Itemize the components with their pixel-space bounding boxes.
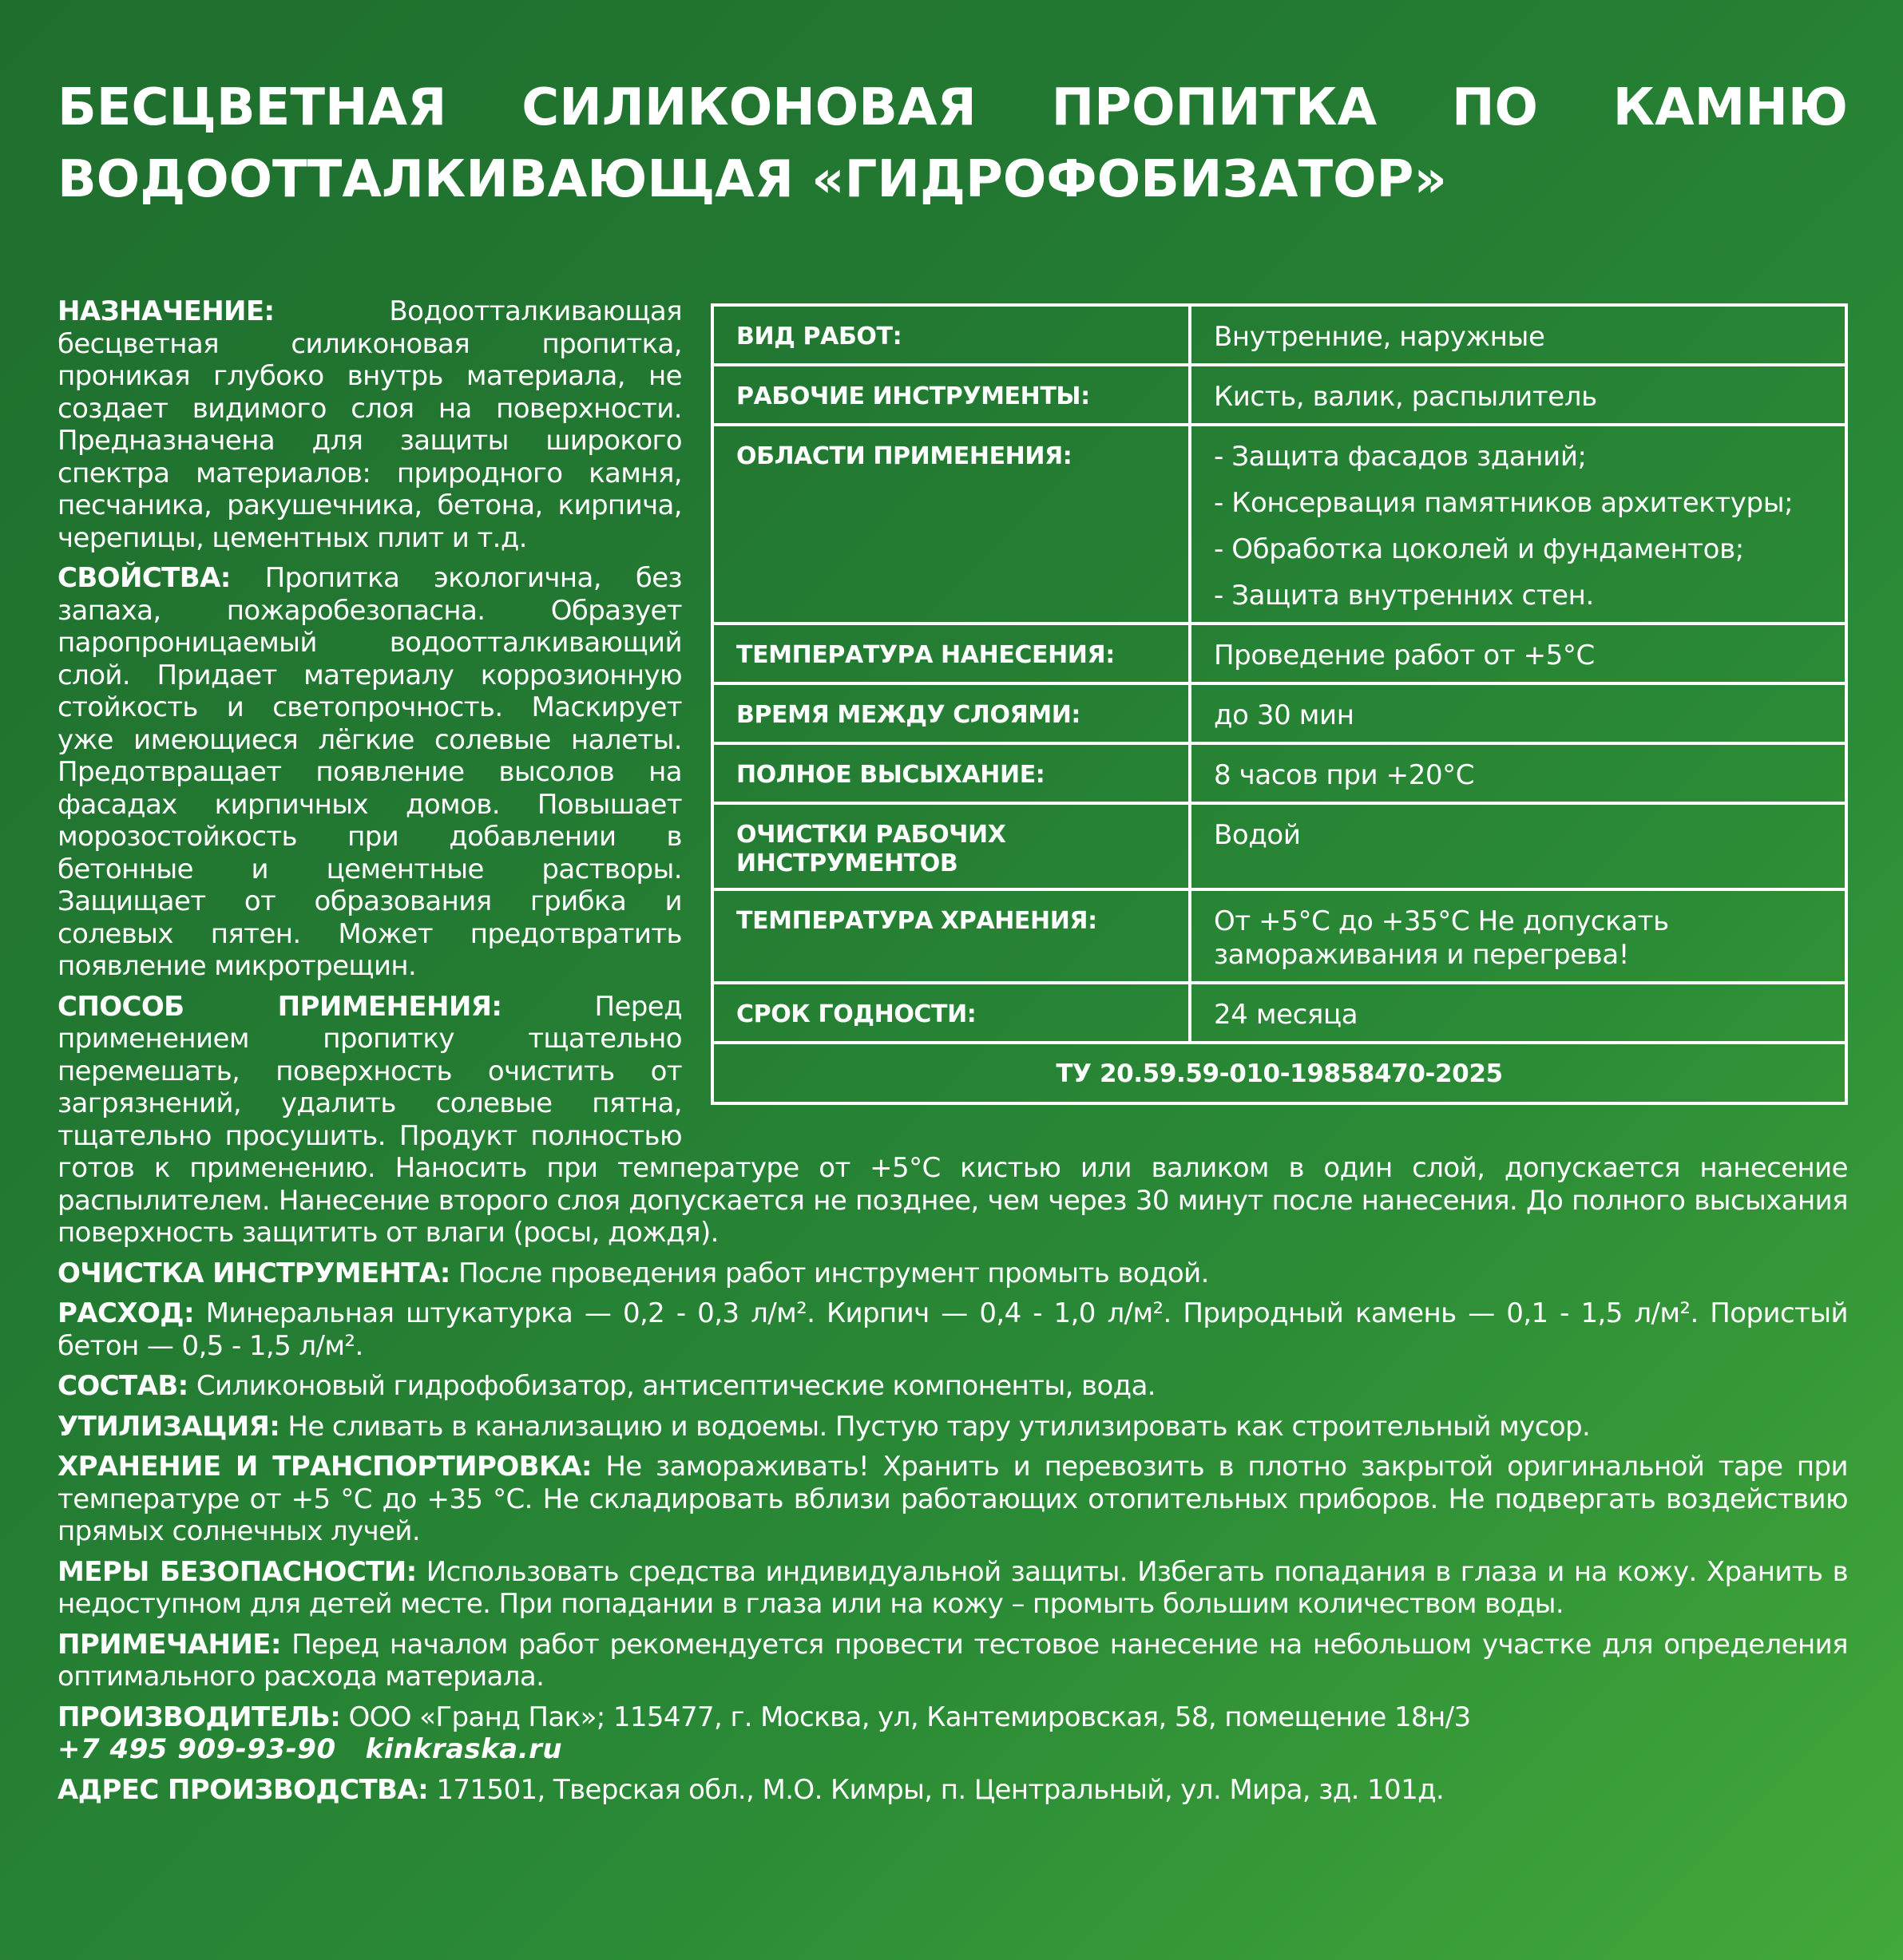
consumption-text: Минеральная штукатурка — 0,2 - 0,3 л/м². Кирпич — 0,4 - 1,0 л/м². Природный камень — 0,1 - 1,5 л/м². Пористый бетон — 0,5 - 1,5 л/м². — [57, 1297, 1848, 1362]
spec-value-item: 8 часов при +20°С — [1214, 759, 1475, 791]
spec-value — [1190, 624, 1846, 683]
disposal-label: УТИЛИЗАЦИЯ: — [57, 1410, 280, 1443]
spec-key: ТЕМПЕРАТУРА НАНЕСЕНИЯ: — [712, 624, 1190, 683]
spec-value-item: От +5°С до +35°С Не допускать замораживания и перегрева! — [1214, 905, 1669, 971]
consumption-section — [57, 1297, 1848, 1362]
spec-value — [1190, 305, 1846, 365]
spec-value — [1190, 365, 1846, 425]
spec-value-item: - Защита фасадов зданий; — [1214, 441, 1587, 473]
spec-key: ПОЛНОЕ ВЫСЫХАНИЕ: — [712, 743, 1190, 803]
properties-text: Пропитка экологична, без запаха, пожаробезопасна. Образует паропроницаемый водоотталкивающий слой. Придает материалу коррозионную стойкость и светопрочность. Маскирует уже имеющиеся лёгкие солевые налеты. Предотвращает появление высолов на фасадах кирпичных домов. Повышает морозостойкость при добавлении в бетонные и цементные растворы. Защищает от образования грибка и солевых пятен. Может предотвратить появление микротрещин. — [57, 562, 682, 982]
safety-section — [57, 1556, 1848, 1621]
safety-label: МЕРЫ БЕЗОПАСНОСТИ: — [57, 1555, 417, 1588]
application-label: СПОСОБ ПРИМЕНЕНИЯ: — [57, 990, 502, 1023]
production-address-label: АДРЕС ПРОИЗВОДСТВА: — [57, 1773, 429, 1806]
spec-key: ОБЛАСТИ ПРИМЕНЕНИЯ: — [712, 425, 1190, 624]
spec-value-item: 24 месяца — [1214, 999, 1358, 1031]
spec-value-item: - Защита внутренних стен. — [1214, 580, 1594, 612]
cleaning-label: ОЧИСТКА ИНСТРУМЕНТА: — [57, 1257, 450, 1289]
spec-value — [1190, 983, 1846, 1043]
spec-key: РАБОЧИЕ ИНСТРУМЕНТЫ: — [712, 365, 1190, 425]
spec-value-item: - Консервация памятников архитектуры; — [1214, 487, 1794, 519]
storage-label: ХРАНЕНИЕ И ТРАНСПОРТИРОВКА: — [57, 1451, 592, 1483]
consumption-label: РАСХОД: — [57, 1297, 194, 1329]
manufacturer-section — [57, 1701, 1848, 1734]
purpose-label: НАЗНАЧЕНИЕ: — [57, 295, 275, 327]
cleaning-text: После проведения работ инструмент промыть водой. — [458, 1257, 1209, 1289]
spec-key: СРОК ГОДНОСТИ: — [712, 983, 1190, 1043]
phone-number: +7 495 909-93-90 — [57, 1733, 336, 1765]
spec-row — [712, 305, 1846, 365]
composition-section — [57, 1370, 1848, 1403]
spec-row — [712, 983, 1846, 1043]
spec-value — [1190, 889, 1846, 983]
product-title — [57, 72, 1848, 216]
note-label: ПРИМЕЧАНИЕ: — [57, 1628, 281, 1661]
spec-value-item: Проведение работ от +5°С — [1214, 639, 1595, 671]
spec-row — [712, 624, 1846, 683]
spec-row — [712, 889, 1846, 983]
spec-row — [712, 803, 1846, 889]
spec-value — [1190, 743, 1846, 803]
spec-value-item: до 30 мин — [1214, 699, 1354, 731]
spec-key: ОЧИСТКИ РАБОЧИХ ИНСТРУМЕНТОВ — [712, 803, 1190, 889]
spec-value — [1190, 803, 1846, 889]
label-body — [57, 295, 1848, 1806]
spec-value — [1190, 683, 1846, 743]
cleaning-section — [57, 1257, 1848, 1290]
spec-key: ВРЕМЯ МЕЖДУ СЛОЯМИ: — [712, 683, 1190, 743]
spec-value-item: Кисть, валик, распылитель — [1214, 381, 1597, 413]
contacts-line — [57, 1733, 1848, 1766]
composition-text: Силиконовый гидрофобизатор, антисептические компоненты, вода. — [196, 1370, 1156, 1402]
storage-text: Не замораживать! Хранить и перевозить в плотно закрытой оригинальной таре при температуре от +5 °С до +35 °С. Не складировать вблизи работающих отопительных приборов. Не подвергать воздействию прямых солнечных лучей. — [57, 1451, 1849, 1547]
note-section — [57, 1629, 1848, 1693]
spec-row — [712, 365, 1846, 425]
tu-standard-code: ТУ 20.59.59-010-19858470-2025 — [712, 1043, 1846, 1103]
spec-table-body — [712, 305, 1846, 1103]
composition-label: СОСТАВ: — [57, 1370, 188, 1402]
spec-row — [712, 743, 1846, 803]
production-address-section — [57, 1774, 1848, 1807]
label-page — [57, 72, 1848, 1814]
product-title-line-2: ВОДООТТАЛКИВАЮЩАЯ «ГИДРОФОБИЗАТОР» — [57, 150, 1447, 209]
note-text: Перед началом работ рекомендуется провести тестовое нанесение на небольшом участке для определения оптимального расхода материала. — [57, 1628, 1848, 1693]
spec-key: ВИД РАБОТ: — [712, 305, 1190, 365]
disposal-text: Не сливать в канализацию и водоемы. Пустую тару утилизировать как строительный мусор. — [287, 1410, 1591, 1443]
spec-value-item: Водой — [1214, 819, 1301, 851]
spec-key: ТЕМПЕРАТУРА ХРАНЕНИЯ: — [712, 889, 1190, 983]
spec-value — [1190, 425, 1846, 624]
spec-footer-row — [712, 1043, 1846, 1103]
manufacturer-text: ООО «Гранд Пак»; 115477, г. Москва, ул, Кантемировская, 58, помещение 18н/3 — [348, 1701, 1471, 1733]
spec-value-item: - Обработка цоколей и фундаментов; — [1214, 533, 1744, 565]
storage-section — [57, 1451, 1848, 1548]
production-address-text: 171501, Тверская обл., М.О. Кимры, п. Центральный, ул. Мира, зд. 101д. — [436, 1773, 1445, 1806]
website-link[interactable]: kinkraska.ru — [365, 1733, 563, 1765]
purpose-text: Водоотталкивающая бесцветная силиконовая пропитка, проникая глубоко внутрь материала, не создает видимого слоя на поверхности. Предназначена для защиты широкого спектра материалов: природного камня, песчаника, ракушечника, бетона, кирпича, черепицы, цементных плит и т.д. — [57, 295, 682, 554]
spec-row — [712, 425, 1846, 624]
application-text: Перед применением пропитку тщательно перемешать, поверхность очистить от загрязнений, удалить солевые пятна, тщательно просушить. Продукт полностью готов к применению. Наносить при температуре от +5°С кистью или валиком в один слой, допускается нанесение распылителем. Нанесение второго слоя допускается не позднее, чем через 30 минут после нанесения. До полного высыхания поверхность защитить от влаги (росы, дождя). — [57, 990, 1848, 1249]
disposal-section — [57, 1411, 1848, 1443]
spec-table — [711, 303, 1848, 1105]
properties-label: СВОЙСТВА: — [57, 562, 231, 594]
spec-value-item: Внутренние, наружные — [1214, 321, 1545, 353]
product-title-line-1: БЕСЦВЕТНАЯ СИЛИКОНОВАЯ ПРОПИТКА ПО КАМНЮ — [57, 78, 1848, 137]
manufacturer-label: ПРОИЗВОДИТЕЛЬ: — [57, 1701, 341, 1733]
safety-text: Использовать средства индивидуальной защиты. Избегать попадания в глаза и на кожу. Хранить в недоступном для детей месте. При попадании в глаза или на кожу – промыть большим количеством воды. — [57, 1555, 1849, 1620]
spec-row — [712, 683, 1846, 743]
